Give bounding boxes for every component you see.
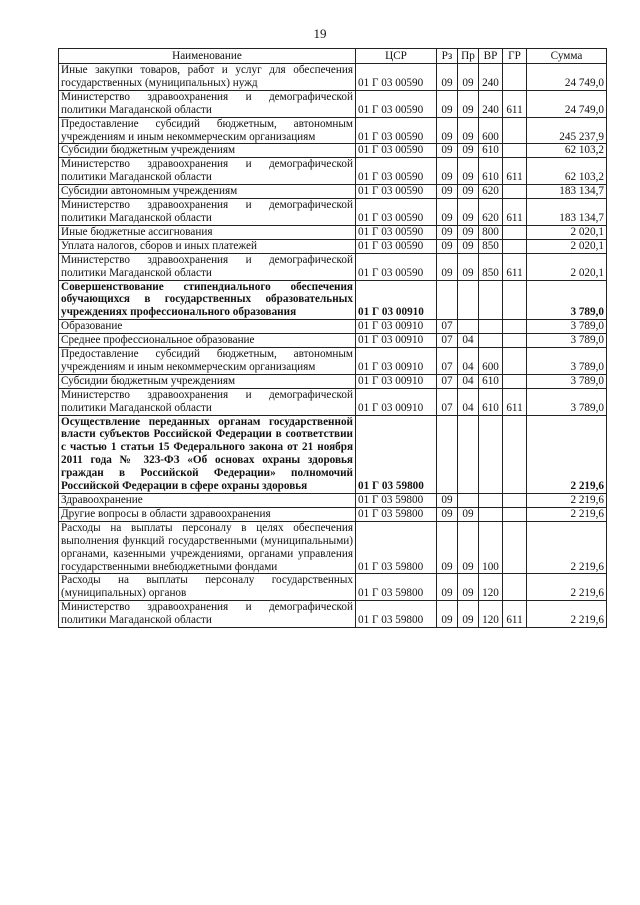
- header-sum: Сумма: [527, 49, 607, 64]
- table-row: [59, 348, 607, 375]
- cell-gr: 611: [503, 199, 527, 226]
- cell-gr: [503, 415, 527, 493]
- cell-sum: 183 134,7: [527, 185, 607, 199]
- cell-gr: [503, 320, 527, 334]
- cell-gr: [503, 494, 527, 508]
- table-row: [59, 494, 607, 508]
- cell-rz: 09: [437, 507, 458, 521]
- cell-sum: 3 789,0: [527, 334, 607, 348]
- cell-sum: 183 134,7: [527, 199, 607, 226]
- cell-gr: [503, 64, 527, 91]
- cell-sum: 3 789,0: [527, 374, 607, 388]
- table-body: [59, 64, 607, 628]
- cell-name: Субсидии бюджетным учреждениям: [59, 374, 356, 388]
- cell-rz: 09: [437, 158, 458, 185]
- cell-vr: 610: [479, 144, 503, 158]
- cell-gr: [503, 521, 527, 574]
- cell-csr: 01 Г 03 00590: [356, 225, 437, 239]
- cell-vr: 240: [479, 64, 503, 91]
- cell-vr: 100: [479, 521, 503, 574]
- cell-gr: 611: [503, 388, 527, 415]
- table-row: [59, 320, 607, 334]
- cell-sum: 62 103,2: [527, 144, 607, 158]
- cell-csr: 01 Г 03 00590: [356, 64, 437, 91]
- cell-csr: 01 Г 03 00590: [356, 199, 437, 226]
- cell-pr: 09: [458, 253, 479, 280]
- cell-vr: 620: [479, 199, 503, 226]
- table-row: [59, 199, 607, 226]
- cell-vr: 600: [479, 348, 503, 375]
- cell-rz: [437, 415, 458, 493]
- cell-pr: 09: [458, 239, 479, 253]
- table-row: [59, 90, 607, 117]
- cell-name: Среднее профессиональное образование: [59, 334, 356, 348]
- cell-vr: 610: [479, 388, 503, 415]
- cell-pr: [458, 280, 479, 320]
- cell-csr: 01 Г 03 59800: [356, 494, 437, 508]
- cell-pr: 09: [458, 185, 479, 199]
- cell-name: Расходы на выплаты персоналу государственных (муниципальных) органов: [59, 574, 356, 601]
- cell-csr: 01 Г 03 00910: [356, 374, 437, 388]
- cell-gr: 611: [503, 601, 527, 628]
- cell-sum: 62 103,2: [527, 158, 607, 185]
- cell-csr: 01 Г 03 00590: [356, 158, 437, 185]
- cell-pr: 09: [458, 521, 479, 574]
- cell-vr: [479, 334, 503, 348]
- table-row: [59, 388, 607, 415]
- cell-pr: 09: [458, 199, 479, 226]
- cell-pr: [458, 320, 479, 334]
- cell-gr: 611: [503, 158, 527, 185]
- cell-pr: 04: [458, 348, 479, 375]
- cell-name: Министерство здравоохранения и демографической политики Магаданской области: [59, 601, 356, 628]
- cell-name: Расходы на выплаты персоналу в целях обеспечения выполнения функций государственными (муниципальными) органами, казенными учреждениями, органами управления государственными внебюджетными фондами: [59, 521, 356, 574]
- cell-gr: [503, 280, 527, 320]
- table-row: [59, 415, 607, 493]
- header-pr: Пр: [458, 49, 479, 64]
- cell-gr: [503, 239, 527, 253]
- cell-vr: 800: [479, 225, 503, 239]
- cell-name: Иные бюджетные ассигнования: [59, 225, 356, 239]
- cell-sum: 24 749,0: [527, 64, 607, 91]
- cell-sum: 3 789,0: [527, 320, 607, 334]
- cell-rz: 07: [437, 388, 458, 415]
- cell-gr: 611: [503, 253, 527, 280]
- cell-name: Предоставление субсидий бюджетным, автономным учреждениям и иным некоммерческим организациям: [59, 348, 356, 375]
- cell-name: Иные закупки товаров, работ и услуг для обеспечения государственных (муниципальных) нужд: [59, 64, 356, 91]
- header-name: Наименование: [59, 49, 356, 64]
- cell-gr: [503, 574, 527, 601]
- table-row: [59, 521, 607, 574]
- cell-gr: [503, 507, 527, 521]
- cell-rz: 09: [437, 601, 458, 628]
- cell-name: Предоставление субсидий бюджетным, автономным учреждениям и иным некоммерческим организациям: [59, 117, 356, 144]
- cell-pr: 09: [458, 144, 479, 158]
- cell-rz: 07: [437, 374, 458, 388]
- cell-vr: 120: [479, 601, 503, 628]
- cell-sum: 2 020,1: [527, 225, 607, 239]
- cell-vr: 120: [479, 574, 503, 601]
- page-number: 19: [313, 26, 327, 41]
- table-row: [59, 574, 607, 601]
- table-row: [59, 185, 607, 199]
- table-row: [59, 144, 607, 158]
- cell-sum: 2 219,6: [527, 494, 607, 508]
- cell-name: Министерство здравоохранения и демографической политики Магаданской области: [59, 90, 356, 117]
- cell-vr: 600: [479, 117, 503, 144]
- header-csr: ЦСР: [356, 49, 437, 64]
- cell-sum: 2 219,6: [527, 415, 607, 493]
- cell-vr: [479, 494, 503, 508]
- cell-sum: 3 789,0: [527, 348, 607, 375]
- cell-pr: [458, 415, 479, 493]
- cell-vr: 610: [479, 158, 503, 185]
- cell-sum: 2 219,6: [527, 574, 607, 601]
- cell-name: Совершенствование стипендиального обеспечения обучающихся в государственных образовательных учреждениях профессионального образования: [59, 280, 356, 320]
- cell-sum: 2 020,1: [527, 239, 607, 253]
- cell-rz: [437, 280, 458, 320]
- cell-csr: 01 Г 03 59800: [356, 507, 437, 521]
- cell-rz: 09: [437, 185, 458, 199]
- cell-csr: 01 Г 03 59800: [356, 601, 437, 628]
- cell-pr: 09: [458, 158, 479, 185]
- cell-vr: [479, 320, 503, 334]
- cell-gr: [503, 348, 527, 375]
- cell-sum: 24 749,0: [527, 90, 607, 117]
- table-row: [59, 280, 607, 320]
- table-row: [59, 601, 607, 628]
- cell-pr: 09: [458, 117, 479, 144]
- cell-rz: 09: [437, 239, 458, 253]
- table-row: [59, 253, 607, 280]
- cell-name: Министерство здравоохранения и демографической политики Магаданской области: [59, 199, 356, 226]
- cell-name: Субсидии автономным учреждениям: [59, 185, 356, 199]
- cell-rz: 07: [437, 320, 458, 334]
- cell-sum: 3 789,0: [527, 280, 607, 320]
- cell-name: Министерство здравоохранения и демографической политики Магаданской области: [59, 253, 356, 280]
- cell-sum: 2 219,6: [527, 601, 607, 628]
- cell-vr: 850: [479, 253, 503, 280]
- cell-csr: 01 Г 03 59800: [356, 521, 437, 574]
- table-row: [59, 158, 607, 185]
- cell-csr: 01 Г 03 59800: [356, 415, 437, 493]
- cell-name: Уплата налогов, сборов и иных платежей: [59, 239, 356, 253]
- cell-rz: 09: [437, 521, 458, 574]
- cell-csr: 01 Г 03 00590: [356, 90, 437, 117]
- cell-sum: 245 237,9: [527, 117, 607, 144]
- cell-pr: 04: [458, 388, 479, 415]
- cell-name: Осуществление переданных органам государственной власти субъектов Российской Федерации в соответствии с частью 1 статьи 15 Федерального закона от 21 ноября 2011 года № 323-ФЗ «Об основах охраны здоровья граждан в Российской Федерации» полномочий Российской Федерации в сфере охраны здоровья: [59, 415, 356, 493]
- header-gr: ГР: [503, 49, 527, 64]
- cell-gr: 611: [503, 90, 527, 117]
- cell-vr: [479, 280, 503, 320]
- cell-gr: [503, 374, 527, 388]
- cell-sum: 3 789,0: [527, 388, 607, 415]
- header-rz: Рз: [437, 49, 458, 64]
- cell-name: Здравоохранение: [59, 494, 356, 508]
- cell-vr: 850: [479, 239, 503, 253]
- header-vr: ВР: [479, 49, 503, 64]
- cell-gr: [503, 117, 527, 144]
- cell-csr: 01 Г 03 00910: [356, 320, 437, 334]
- cell-gr: [503, 334, 527, 348]
- cell-name: Другие вопросы в области здравоохранения: [59, 507, 356, 521]
- cell-csr: 01 Г 03 00910: [356, 388, 437, 415]
- budget-table: [58, 48, 607, 628]
- cell-pr: 09: [458, 64, 479, 91]
- cell-pr: 04: [458, 334, 479, 348]
- cell-pr: 09: [458, 574, 479, 601]
- cell-csr: 01 Г 03 00590: [356, 253, 437, 280]
- cell-name: Министерство здравоохранения и демографической политики Магаданской области: [59, 388, 356, 415]
- cell-rz: 09: [437, 574, 458, 601]
- cell-rz: 09: [437, 253, 458, 280]
- cell-rz: 09: [437, 144, 458, 158]
- table-row: [59, 64, 607, 91]
- cell-csr: 01 Г 03 00590: [356, 117, 437, 144]
- cell-rz: 09: [437, 225, 458, 239]
- cell-csr: 01 Г 03 00590: [356, 144, 437, 158]
- cell-vr: 610: [479, 374, 503, 388]
- cell-vr: 240: [479, 90, 503, 117]
- cell-gr: [503, 144, 527, 158]
- cell-vr: [479, 507, 503, 521]
- cell-rz: 09: [437, 117, 458, 144]
- table-header-row: [59, 49, 607, 64]
- cell-sum: 2 020,1: [527, 253, 607, 280]
- cell-sum: 2 219,6: [527, 507, 607, 521]
- cell-pr: 04: [458, 374, 479, 388]
- cell-vr: 620: [479, 185, 503, 199]
- cell-rz: 09: [437, 64, 458, 91]
- cell-rz: 09: [437, 199, 458, 226]
- cell-csr: 01 Г 03 00910: [356, 334, 437, 348]
- table-row: [59, 374, 607, 388]
- table-row: [59, 507, 607, 521]
- cell-sum: 2 219,6: [527, 521, 607, 574]
- cell-rz: 09: [437, 494, 458, 508]
- cell-rz: 07: [437, 334, 458, 348]
- cell-pr: 09: [458, 601, 479, 628]
- table-row: [59, 239, 607, 253]
- cell-pr: 09: [458, 90, 479, 117]
- cell-pr: 09: [458, 225, 479, 239]
- cell-name: Образование: [59, 320, 356, 334]
- cell-csr: 01 Г 03 00910: [356, 280, 437, 320]
- cell-gr: [503, 225, 527, 239]
- cell-name: Министерство здравоохранения и демографической политики Магаданской области: [59, 158, 356, 185]
- cell-gr: [503, 185, 527, 199]
- cell-csr: 01 Г 03 00590: [356, 185, 437, 199]
- cell-rz: 09: [437, 90, 458, 117]
- table-row: [59, 117, 607, 144]
- cell-vr: [479, 415, 503, 493]
- cell-csr: 01 Г 03 00590: [356, 239, 437, 253]
- cell-csr: 01 Г 03 00910: [356, 348, 437, 375]
- cell-csr: 01 Г 03 59800: [356, 574, 437, 601]
- cell-rz: 07: [437, 348, 458, 375]
- table-row: [59, 334, 607, 348]
- table-row: [59, 225, 607, 239]
- cell-pr: 09: [458, 507, 479, 521]
- cell-name: Субсидии бюджетным учреждениям: [59, 144, 356, 158]
- cell-pr: [458, 494, 479, 508]
